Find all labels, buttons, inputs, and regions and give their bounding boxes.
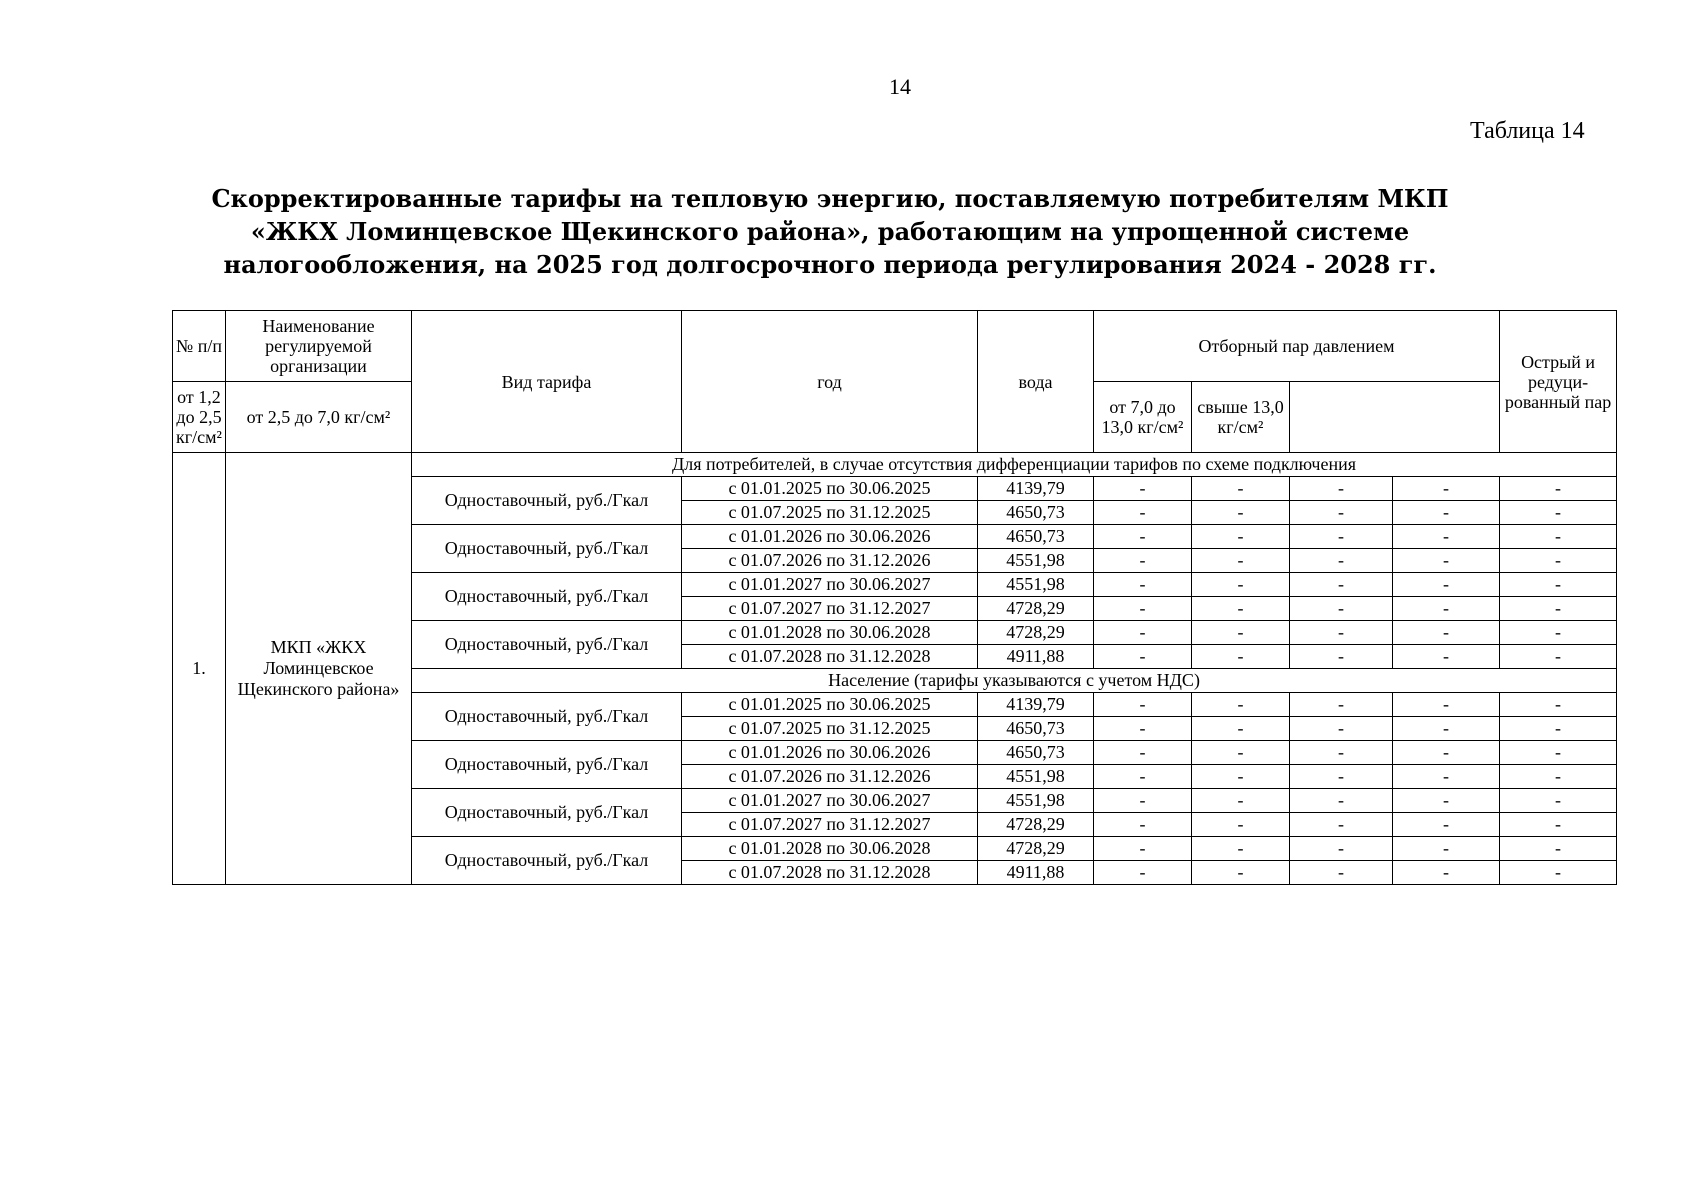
water-cell: 4551,98 (978, 549, 1094, 573)
sharp-steam-cell: - (1500, 501, 1617, 525)
sharp-steam-cell: - (1500, 621, 1617, 645)
tariff-table (172, 310, 1617, 885)
water-cell: 4551,98 (978, 789, 1094, 813)
header-water: вода (978, 311, 1094, 453)
steam-4-cell: - (1393, 717, 1500, 741)
section-row (173, 453, 1617, 477)
period-cell: с 01.01.2025 по 30.06.2025 (682, 477, 978, 501)
tariff-type-cell: Одноставочный, руб./Гкал (412, 525, 682, 573)
steam-4-cell: - (1393, 645, 1500, 669)
sharp-steam-cell: - (1500, 765, 1617, 789)
header-steam-2: от 2,5 до 7,0 кг/см² (226, 382, 412, 453)
tariff-type-cell: Одноставочный, руб./Гкал (412, 477, 682, 525)
steam-1-cell: - (1094, 765, 1192, 789)
section-title: Население (тарифы указываются с учетом НДС) (412, 669, 1617, 693)
steam-4-cell: - (1393, 477, 1500, 501)
steam-2-cell: - (1192, 525, 1290, 549)
period-cell: с 01.01.2027 по 30.06.2027 (682, 573, 978, 597)
steam-2-cell: - (1192, 789, 1290, 813)
steam-3-cell: - (1290, 813, 1393, 837)
steam-2-cell: - (1192, 741, 1290, 765)
steam-2-cell: - (1192, 717, 1290, 741)
steam-4-cell: - (1393, 861, 1500, 885)
steam-1-cell: - (1094, 645, 1192, 669)
steam-2-cell: - (1192, 693, 1290, 717)
steam-4-cell: - (1393, 789, 1500, 813)
steam-2-cell: - (1192, 501, 1290, 525)
steam-2-cell: - (1192, 621, 1290, 645)
sharp-steam-cell: - (1500, 645, 1617, 669)
steam-1-cell: - (1094, 861, 1192, 885)
steam-2-cell: - (1192, 765, 1290, 789)
sharp-steam-cell: - (1500, 789, 1617, 813)
steam-3-cell: - (1290, 525, 1393, 549)
steam-1-cell: - (1094, 789, 1192, 813)
steam-3-cell: - (1290, 837, 1393, 861)
water-cell: 4139,79 (978, 693, 1094, 717)
header-steam-3: от 7,0 до 13,0 кг/см² (1094, 382, 1192, 453)
sharp-steam-cell: - (1500, 837, 1617, 861)
sharp-steam-cell: - (1500, 813, 1617, 837)
water-cell: 4650,73 (978, 741, 1094, 765)
steam-4-cell: - (1393, 837, 1500, 861)
steam-4-cell: - (1393, 621, 1500, 645)
header-num: № п/п (173, 311, 226, 382)
row-number: 1. (173, 453, 226, 885)
period-cell: с 01.07.2026 по 31.12.2026 (682, 765, 978, 789)
tariff-type-cell: Одноставочный, руб./Гкал (412, 741, 682, 789)
steam-1-cell: - (1094, 549, 1192, 573)
steam-2-cell: - (1192, 861, 1290, 885)
period-cell: с 01.07.2025 по 31.12.2025 (682, 501, 978, 525)
steam-2-cell: - (1192, 549, 1290, 573)
steam-1-cell: - (1094, 573, 1192, 597)
period-cell: с 01.01.2025 по 30.06.2025 (682, 693, 978, 717)
steam-2-cell: - (1192, 597, 1290, 621)
steam-4-cell: - (1393, 693, 1500, 717)
water-cell: 4551,98 (978, 765, 1094, 789)
steam-3-cell: - (1290, 573, 1393, 597)
steam-1-cell: - (1094, 501, 1192, 525)
steam-1-cell: - (1094, 813, 1192, 837)
period-cell: с 01.01.2028 по 30.06.2028 (682, 837, 978, 861)
header-steam-1: от 1,2 до 2,5 кг/см² (173, 382, 226, 453)
period-cell: с 01.01.2026 по 30.06.2026 (682, 741, 978, 765)
period-cell: с 01.01.2027 по 30.06.2027 (682, 789, 978, 813)
steam-2-cell: - (1192, 813, 1290, 837)
period-cell: с 01.01.2026 по 30.06.2026 (682, 525, 978, 549)
sharp-steam-cell: - (1500, 477, 1617, 501)
steam-2-cell: - (1192, 645, 1290, 669)
steam-4-cell: - (1393, 573, 1500, 597)
steam-3-cell: - (1290, 621, 1393, 645)
steam-4-cell: - (1393, 813, 1500, 837)
water-cell: 4139,79 (978, 477, 1094, 501)
steam-4-cell: - (1393, 549, 1500, 573)
page-number: 14 (889, 74, 911, 99)
steam-3-cell: - (1290, 765, 1393, 789)
header-sharp-steam: Острый и редуци-рованный пар (1500, 311, 1617, 453)
table-body (173, 453, 1617, 885)
steam-3-cell: - (1290, 477, 1393, 501)
period-cell: с 01.01.2028 по 30.06.2028 (682, 621, 978, 645)
sharp-steam-cell: - (1500, 861, 1617, 885)
steam-1-cell: - (1094, 621, 1192, 645)
header-steam: Отборный пар давлением (1094, 311, 1500, 382)
steam-3-cell: - (1290, 549, 1393, 573)
water-cell: 4728,29 (978, 597, 1094, 621)
steam-1-cell: - (1094, 525, 1192, 549)
water-cell: 4650,73 (978, 501, 1094, 525)
section-title: Для потребителей, в случае отсутствия дифференциации тарифов по схеме подключения (412, 453, 1617, 477)
steam-3-cell: - (1290, 693, 1393, 717)
steam-4-cell: - (1393, 741, 1500, 765)
tariff-type-cell: Одноставочный, руб./Гкал (412, 789, 682, 837)
period-cell: с 01.07.2025 по 31.12.2025 (682, 717, 978, 741)
header-organization: Наименование регулируемой организации (226, 311, 412, 382)
steam-4-cell: - (1393, 501, 1500, 525)
sharp-steam-cell: - (1500, 717, 1617, 741)
steam-3-cell: - (1290, 645, 1393, 669)
sharp-steam-cell: - (1500, 597, 1617, 621)
tariff-type-cell: Одноставочный, руб./Гкал (412, 573, 682, 621)
water-cell: 4650,73 (978, 717, 1094, 741)
steam-1-cell: - (1094, 597, 1192, 621)
steam-3-cell: - (1290, 717, 1393, 741)
period-cell: с 01.07.2027 по 31.12.2027 (682, 813, 978, 837)
steam-3-cell: - (1290, 861, 1393, 885)
period-cell: с 01.07.2028 по 31.12.2028 (682, 861, 978, 885)
steam-3-cell: - (1290, 501, 1393, 525)
sharp-steam-cell: - (1500, 549, 1617, 573)
steam-3-cell: - (1290, 741, 1393, 765)
steam-3-cell: - (1290, 597, 1393, 621)
water-cell: 4728,29 (978, 813, 1094, 837)
table-label: Таблица 14 (1470, 118, 1585, 144)
steam-1-cell: - (1094, 717, 1192, 741)
water-cell: 4551,98 (978, 573, 1094, 597)
header-year: год (682, 311, 978, 453)
period-cell: с 01.07.2026 по 31.12.2026 (682, 549, 978, 573)
steam-2-cell: - (1192, 477, 1290, 501)
sharp-steam-cell: - (1500, 573, 1617, 597)
steam-1-cell: - (1094, 741, 1192, 765)
steam-2-cell: - (1192, 837, 1290, 861)
steam-1-cell: - (1094, 477, 1192, 501)
steam-1-cell: - (1094, 693, 1192, 717)
period-cell: с 01.07.2027 по 31.12.2027 (682, 597, 978, 621)
document-title: Скорректированные тарифы на тепловую энергию, поставляемую потребителям МКП «ЖКХ Ломинцевское Щекинского района», работающим на упрощенной системе налогообложения, на 2025 год долгосрочного периода регулирования 2024 - 2028 гг. (211, 184, 1449, 279)
tariff-type-cell: Одноставочный, руб./Гкал (412, 837, 682, 885)
sharp-steam-cell: - (1500, 741, 1617, 765)
steam-1-cell: - (1094, 837, 1192, 861)
tariff-type-cell: Одноставочный, руб./Гкал (412, 693, 682, 741)
header-tariff-type: Вид тарифа (412, 311, 682, 453)
steam-3-cell: - (1290, 789, 1393, 813)
water-cell: 4728,29 (978, 621, 1094, 645)
organization-name: МКП «ЖКХ Ломинцевское Щекинского района» (226, 453, 412, 885)
tariff-type-cell: Одноставочный, руб./Гкал (412, 621, 682, 669)
water-cell: 4728,29 (978, 837, 1094, 861)
steam-2-cell: - (1192, 573, 1290, 597)
header-steam-4: свыше 13,0 кг/см² (1192, 382, 1290, 453)
table-header (173, 311, 1617, 453)
water-cell: 4911,88 (978, 645, 1094, 669)
sharp-steam-cell: - (1500, 693, 1617, 717)
sharp-steam-cell: - (1500, 525, 1617, 549)
period-cell: с 01.07.2028 по 31.12.2028 (682, 645, 978, 669)
water-cell: 4650,73 (978, 525, 1094, 549)
steam-4-cell: - (1393, 765, 1500, 789)
water-cell: 4911,88 (978, 861, 1094, 885)
steam-4-cell: - (1393, 525, 1500, 549)
steam-4-cell: - (1393, 597, 1500, 621)
